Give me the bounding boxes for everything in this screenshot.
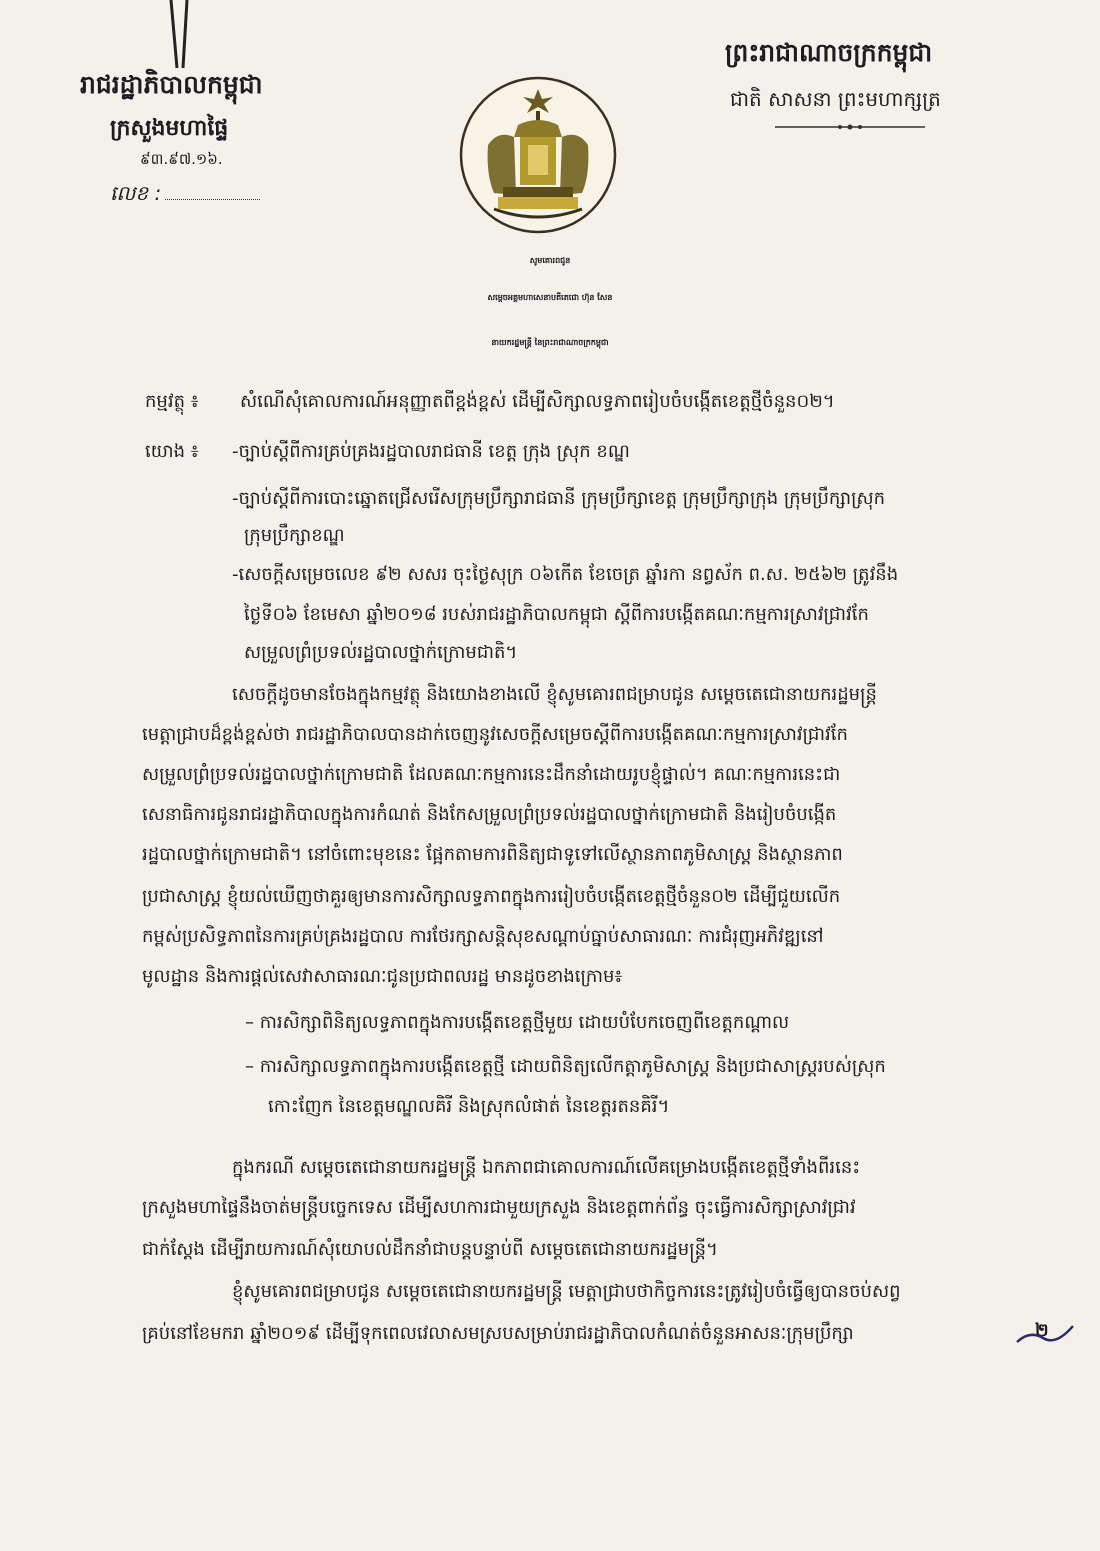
reference-code: ៩៣.៩៧.១៦. (140, 150, 223, 168)
royal-emblem-icon (458, 75, 618, 235)
bullet-item: – ការសិក្សាលទ្ធភាពក្នុងការបង្កើតខេត្តថ្មី ដោយពិនិត្យលើកត្តាភូមិសាស្ត្រ និងប្រជាសាស្ត្ររបស់ស្រុក (245, 1056, 886, 1077)
bullet-item: កោះញែក នៃខេត្តមណ្ឌលគិរី និងស្រុកលំផាត់ នៃខេត្តរតនគិរី។ (268, 1096, 670, 1117)
reference-item: សម្រួលព្រំប្រទល់រដ្ឋបាលថ្នាក់ក្រោមជាតិ។ (244, 642, 518, 663)
body-line: ជាក់ស្ដែង ដើម្បីរាយការណ៍សុំយោបល់ដឹកនាំជាបន្តបន្ទាប់ពី សម្ដេចតេជោនាយករដ្ឋមន្ត្រី។ (142, 1239, 718, 1260)
body-line: ក្នុងករណី សម្ដេចតេជោនាយករដ្ឋមន្ត្រី ឯកភាពជាគោលការណ៍លើគម្រោងបង្កើតខេត្តថ្មីទាំងពីរនេះ (232, 1157, 861, 1178)
number-label: លេខ : (110, 181, 162, 205)
reference-item: -ច្បាប់ស្ដីពីការបោះឆ្នោតជ្រើសរើសក្រុមប្រឹក្សារាជធានី ក្រុមប្រឹក្សាខេត្ត ក្រុមប្រឹក្សាក្រុង ក្រុមប្រឹក្សាស្រុក (232, 488, 886, 509)
body-line: មេត្តាជ្រាបដ៏ខ្ពង់ខ្ពស់ថា រាជរដ្ឋាភិបាលបានដាក់ចេញនូវសេចក្ដីសម្រេចស្ដីពីការបង្កើតគណៈកម្មការស្រាវជ្រាវកែ (142, 724, 848, 745)
body-line: គ្រប់នៅខែមករា ឆ្នាំ២០១៩ ដើម្បីទុកពេលវេលាសមស្របសម្រាប់រាជរដ្ឋាភិបាលកំណត់ចំនួនអាសនៈក្រុមប្រឹក្សា (142, 1323, 854, 1344)
recipient-name: សម្ដេចអគ្គមហាសេនាបតីតេជោ ហ៊ុន សែន (487, 293, 613, 302)
reference-item: ក្រុមប្រឹក្សាខណ្ឌ (244, 525, 345, 546)
government-name: រាជរដ្ឋាភិបាលកម្ពុជា (80, 70, 263, 99)
body-line: សម្រួលព្រំប្រទល់រដ្ឋបាលថ្នាក់ក្រោមជាតិ ដែលគណៈកម្មការនេះដឹកនាំដោយរូបខ្ញុំផ្ទាល់។ គណៈកម្មការនេះជា (142, 764, 841, 785)
body-line: សេនាធិការជូនរាជរដ្ឋាភិបាលក្នុងការកំណត់ និងកែសម្រួលព្រំប្រទល់រដ្ឋបាលថ្នាក់ក្រោមជាតិ និងរៀបចំបង្កើត (142, 804, 837, 825)
reference-item: -សេចក្ដីសម្រេចលេខ ៩២ សសរ ចុះថ្ងៃសុក្រ ០៦កើត ខែចេត្រ ឆ្នាំរកា នព្វស័ក ព.ស. ២៥៦២ ត្រូវនឹង (232, 564, 899, 585)
handwritten-mark-icon (1015, 1322, 1075, 1348)
kingdom-header (725, 38, 1055, 135)
ministry-name: ក្រសួងមហាផ្ទៃ (110, 116, 229, 141)
body-line: ប្រជាសាស្ត្រ ខ្ញុំយល់ឃើញថាគួរឲ្យមានការសិក្សាលទ្ធភាពក្នុងការរៀបចំបង្កើតខេត្តថ្មីចំនួន០២ ដើម្បីជួយលើក (142, 886, 841, 907)
body-line: ក្រសួងមហាផ្ទៃនឹងចាត់មន្ត្រីបច្ចេកទេស ដើម្បីសហការជាមួយក្រសួង និងខេត្តពាក់ព័ន្ធ ចុះធ្វើការសិក្សាស្រាវជ្រាវ (142, 1197, 856, 1218)
number-blank (165, 199, 260, 200)
binding-string (165, 0, 195, 70)
number-field (110, 180, 340, 210)
salutation-line1: សូមគោរពជូន (529, 256, 571, 265)
reference-label: យោង ៖ (145, 441, 199, 462)
issuer-header (80, 70, 340, 210)
body-line: សេចក្ដីដូចមានចែងក្នុងកម្មវត្ថុ និងយោងខាងលើ ខ្ញុំសូមគោរពជម្រាបជូន សម្ដេចតេជោនាយករដ្ឋមន្ត្រី (232, 684, 877, 705)
body-line: ខ្ញុំសូមគោរពជម្រាបជូន សម្ដេចតេជោនាយករដ្ឋមន្ត្រី មេត្តាជ្រាបថាកិច្ចការនេះត្រូវរៀបចំធ្វើឲ្យបានចប់សព្វ (232, 1281, 901, 1302)
bullet-item: – ការសិក្សាពិនិត្យលទ្ធភាពក្នុងការបង្កើតខេត្តថ្មីមួយ ដោយបំបែកចេញពីខេត្តកណ្ដាល (245, 1012, 790, 1033)
kingdom-name: ព្រះរាជាណាចក្រកម្ពុជា (725, 38, 933, 67)
ornament-divider (775, 123, 925, 131)
body-line: កម្ពស់ប្រសិទ្ធភាពនៃការគ្រប់គ្រងរដ្ឋបាល ការថែរក្សាសន្តិសុខសណ្ដាប់ធ្នាប់សាធារណៈ ការជំរុញអភិវឌ្ឍនៅ (142, 926, 824, 947)
reference-item: ថ្ងៃទី០៦ ខែមេសា ឆ្នាំ២០១៨ របស់រាជរដ្ឋាភិបាលកម្ពុជា ស្ដីពីការបង្កើតគណៈកម្មការស្រាវជ្រាវកែ (244, 604, 869, 625)
page-number: ២ (1035, 1320, 1049, 1341)
reference-item: -ច្បាប់ស្ដីពីការគ្រប់គ្រងរដ្ឋបាលរាជធានី ខេត្ត ក្រុង ស្រុក ខណ្ឌ (232, 441, 630, 462)
subject-label: កម្មវត្ថុ ៖ (145, 391, 199, 412)
subject-text: សំណើសុំគោលការណ៍អនុញ្ញាតពីខ្ពង់ខ្ពស់ ដើម្បីសិក្សាលទ្ធភាពរៀបចំបង្កើតខេត្តថ្មីចំនួន០២។ (240, 391, 835, 412)
recipient-title: នាយករដ្ឋមន្ត្រី នៃព្រះរាជាណាចក្រកម្ពុជា (491, 338, 609, 347)
national-motto: ជាតិ សាសនា ព្រះមហាក្សត្រ (730, 87, 941, 111)
body-line: រដ្ឋបាលថ្នាក់ក្រោមជាតិ។ នៅចំពោះមុខនេះ ផ្អែកតាមការពិនិត្យជាទូទៅលើស្ថានភាពភូមិសាស្ត្រ និងស្ថានភាព (142, 844, 843, 865)
body-line: មូលដ្ឋាន និងការផ្ដល់សេវាសាធារណៈជូនប្រជាពលរដ្ឋ មានដូចខាងក្រោម៖ (142, 966, 623, 987)
